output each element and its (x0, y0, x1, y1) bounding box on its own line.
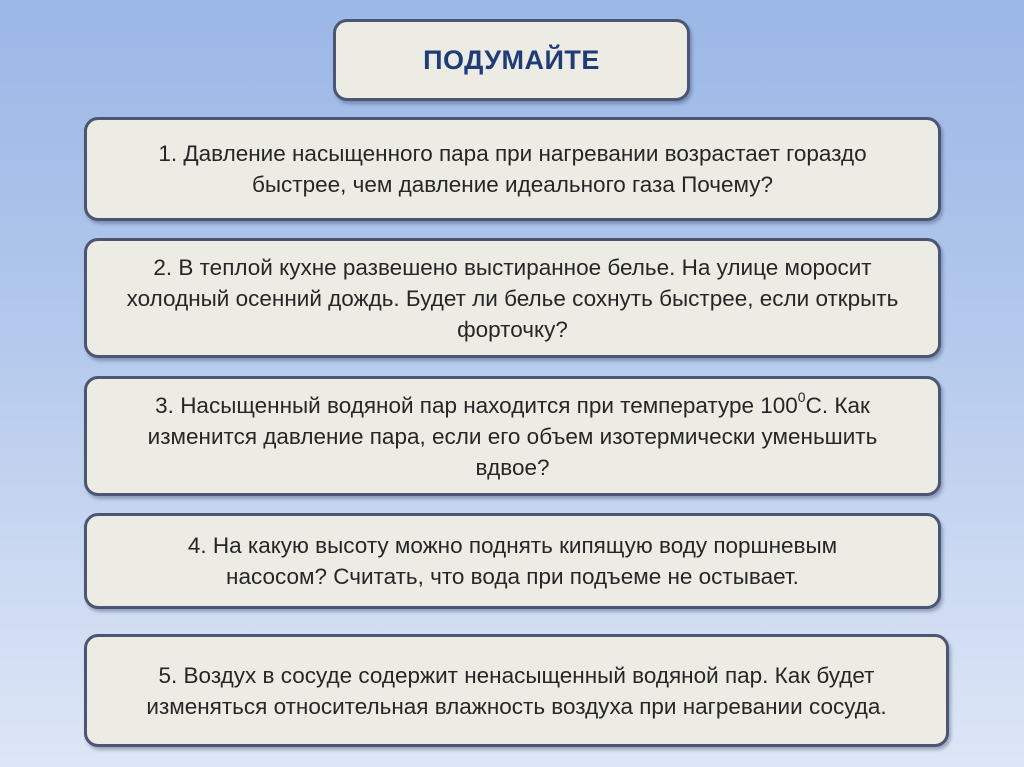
question-text-3-start: 3. Насыщенный водяной пар находится при температуре 100 (155, 392, 798, 418)
question-box-1 (84, 117, 941, 221)
question-box-5 (84, 634, 949, 747)
question-text-4: 4. На какую высоту можно поднять кипящую воду поршневым насосом? Считать, что вода при подъеме не остывает. (187, 533, 838, 589)
question-text-1: 1. Давление насыщенного пара при нагревании возрастает гораздо быстрее, чем давление идеального газа Почему? (158, 141, 867, 197)
question-text-5: 5. Воздух в сосуде содержит ненасыщенный водяной пар. Как будет изменяться относительная влажность воздуха при нагревании сосуда. (146, 662, 887, 719)
question-text-3-end: С. Как изменится давление пара, если его объем изотермически уменьшить вдвое? (147, 392, 878, 480)
question-text-2: 2. В теплой кухне развешено выстиранное белье. На улице моросит холодный осенний дождь. Будет ли белье сохнуть быстрее, если открыть форточку? (126, 254, 899, 342)
page-title: ПОДУМАЙТЕ (423, 44, 600, 75)
degree-superscript: 0 (797, 389, 806, 405)
question-text-3 (123, 390, 903, 483)
question-box-4 (84, 513, 941, 609)
title-box (333, 19, 690, 101)
question-box-3 (84, 376, 941, 496)
question-box-2 (84, 238, 941, 358)
